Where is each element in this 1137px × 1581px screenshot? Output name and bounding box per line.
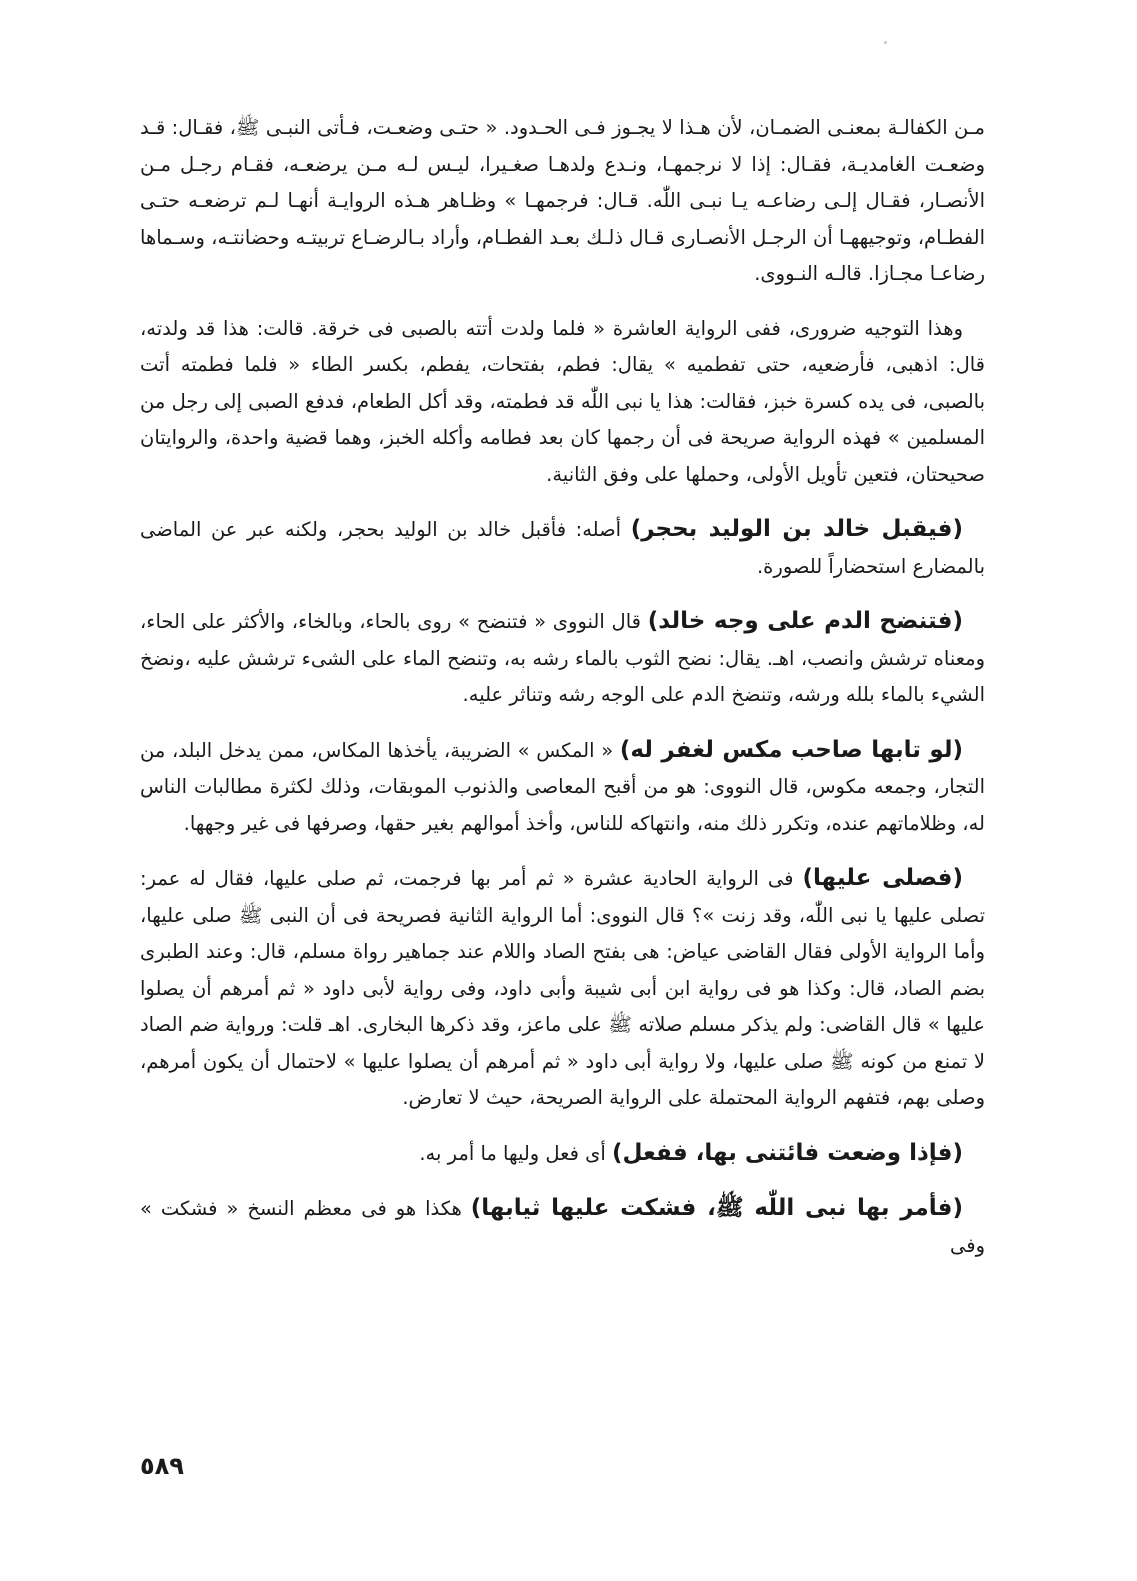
page-body <box>140 110 985 1282</box>
paragraph <box>140 511 985 585</box>
paragraph-text: مـن الكفالـة بمعنـى الضمـان، لأن هـذا لا يجـوز فـى الحـدود. « حتـى وضعـت، فـأتى النبـى ﷺ، فقـال: قـد وضعـت الغامديـة، فقـال: إذا لا نرجمهـا، ونـدع ولدهـا صغـيرا، ليـس لـه مـن يرضعـه، فقـام رجـل مـن الأنصـار، فقـال إلـى رضاعـه يـا نبـى اللّٰه. قـال: فرجمهـا » وظـاهر هـذه الروايـة أنهـا لـم ترضعـه حتـى الفطـام، وتوجيههـا أن الرجـل الأنصـارى قـال ذلـك بعـد الفطـام، وأراد بـالرضـاع تربيتـه وحضانتـه، وسـماها رضاعـا مجـازا. قالـه النـووى. <box>140 116 985 285</box>
section-heading: (فيقبل خالد بن الوليد بحجر) <box>630 516 963 542</box>
paragraph <box>140 311 985 494</box>
paragraph-text: أى فعل وليها ما أمر به. <box>419 1141 612 1165</box>
paragraph-text: وهذا التوجيه ضرورى، ففى الرواية العاشرة « فلما ولدت أتته بالصبى فى خرقة. قالت: هذا قد ولدته، قال: اذهبى، فأرضعيه، حتى تفطميه » يقال: فطم، بفتحات، يفطم، بكسر الطاء « فلما فطمته أتت بالصبى، فى يده كسرة خبز، فقالت: هذا يا نبى اللّٰه قد فطمته، وقد أكل الطعام، فدفع الصبى إلى رجل من المسلمين » فهذه الرواية صريحة فى أن رجمها كان بعد فطامه وأكله الخبز، وهما قضية واحدة، والروايتان صحيحتان، فتعين تأويل الأولى، وحملها على وفق الثانية. <box>140 316 985 486</box>
paragraph <box>140 1190 985 1264</box>
paragraph <box>140 860 985 1117</box>
page-number: ٥٨٩ <box>140 1452 184 1480</box>
paragraph-text: هكذا هو فى معظم النسخ « فشكت » وفى <box>140 1197 985 1257</box>
section-heading: (فإذا وضعت فائتنى بها، ففعل) <box>612 1139 963 1166</box>
paragraph-text: أصله: فأقبل خالد بن الوليد بحجر، ولكنه عبر عن الماضى بالمضارع استحضاراً للصورة. <box>140 518 985 578</box>
paragraph <box>140 110 985 293</box>
paragraph-text: فى الرواية الحادية عشرة « ثم أمر بها فرجمت، ثم صلى عليها، فقال له عمر: تصلى عليها يا نبى اللّٰه، وقد زنت »؟ قال النووى: أما الرواية الثانية فصريحة فى أن النبى ﷺ صلى عليها، وأما الرواية الأولى فقال القاضى عياض: هى بفتح الصاد واللام عند جماهير رواة مسلم، قال: وعند الطبرى بضم الصاد، قال: وكذا هو فى رواية ابن أبى شيبة وأبى داود، وفى رواية لأبى داود « ثم أمرهم أن يصلوا عليها » قال القاضى: ولم يذكر مسلم صلاته ﷺ على ماعز، وقد ذكرها البخارى. اهـ قلت: ورواية ضم الصاد لا تمنع من كونه ﷺ صلى عليها، ولا رواية أبى داود « ثم أمرهم أن يصلوا عليها » لاحتمال أن يكون أمرهم، وصلى بهم، فتفهم الرواية المحتملة على الرواية الصريحة، حيث لا تعارض. <box>140 867 985 1109</box>
scan-speck <box>884 41 887 44</box>
paragraph <box>140 1135 985 1173</box>
section-heading: (لو تابها صاحب مكس لغفر له) <box>619 736 963 763</box>
paragraph <box>140 732 985 843</box>
paragraph <box>140 603 985 714</box>
paragraph-text: قال النووى « فتنضح » روى بالحاء، وبالخاء، والأكثر على الحاء، ومعناه ترشش وانصب، اهـ. يقال: نضح الثوب بالماء رشه به، وتنضح الماء على الشىء ترشش عليه ،ونضخ الشيء بالماء بلله ورشه، وتنضخ الدم على الوجه رشه وتناثر عليه. <box>140 610 985 706</box>
section-heading: (فأمر بها نبى اللّٰه ﷺ، فشكت عليها ثيابها) <box>470 1195 964 1221</box>
section-heading: (فتنضح الدم على وجه خالد) <box>647 608 963 634</box>
section-heading: (فصلى عليها) <box>802 865 963 891</box>
paragraph-text: « المكس » الضريبة، يأخذها المكاس، ممن يدخل البلد، من التجار، وجمعه مكوس، قال النووى: هو من أقبح المعاصى والذنوب الموبقات، وذلك لكثرة مطالبات الناس له، وظلاماتهم عنده، وتكرر ذلك منه، وانتهاكه للناس، وأخذ أموالهم بغير حقها، وصرفها فى غير وجهها. <box>140 738 985 835</box>
